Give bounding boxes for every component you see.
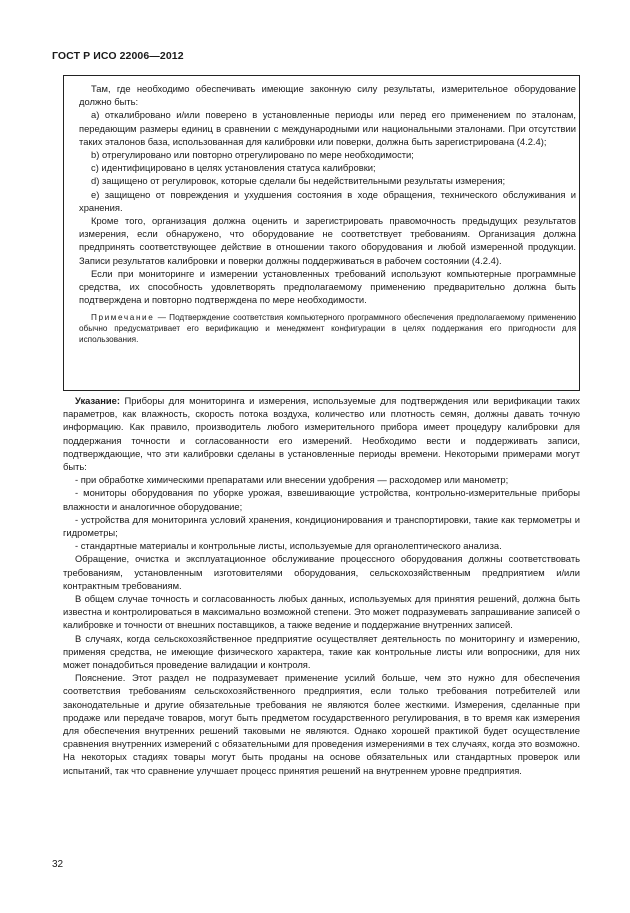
box-item-b: b) отрегулировано или повторно отрегулировано по мере необходимости; xyxy=(91,149,414,161)
box-note xyxy=(79,312,576,345)
box-paragraph-software: Если при мониторинге и измерении установленных требований используют компьютерные программные средства, их способность удовлетворять предполагаемому применению предварительно должна быть подтверждена и повторно подтверждена по мере необходимости. xyxy=(79,267,576,306)
guidance-text: Приборы для мониторинга и измерения, используемые для подтверждения или верификации таких параметров, как влажность, скорость потока воздуха, количество или плотность семян, должны давать точную информацию. Как правило, производитель любого измерительного прибора имеет процедуру калибровки для поддержания точности и согласованности его измерений. Необходимо вести и поддерживать записи, подтверждающие, что эти калибровки сделаны в установленные периоды времени. Некоторыми примерами могут быть: xyxy=(63,395,580,473)
body-text xyxy=(63,394,580,777)
list-item: - мониторы оборудования по уборке урожая, взвешивающие устройства, контрольно-измерительные приборы влажности и аналогичное оборудование; xyxy=(63,487,580,512)
box-paragraph-intro: Там, где необходимо обеспечивать имеющие законную силу результаты, измерительное оборудование должно быть: xyxy=(79,83,576,108)
note-label: Примечание xyxy=(91,313,155,323)
box-item-e: e) защищено от повреждения и ухудшения состояния в ходе обращения, технического обслуживания и хранения. xyxy=(79,188,576,213)
body-paragraph-handling: Обращение, очистка и эксплуатационное обслуживание процессного оборудования должны соответствовать требованиям, установленным изготовителями оборудования, сельскохозяйственным предприятием и/или контрактным требованиям. xyxy=(63,553,580,591)
body-paragraph-validation: В случаях, когда сельскохозяйственное предприятие осуществляет деятельность по мониторингу и измерению, применяя средства, не имеющие физического характера, такие как контрольные листы или вопросники, для них может понадобиться проведение валидации и контроля. xyxy=(63,632,580,671)
guidance-label: Указание: xyxy=(75,395,121,406)
page-header: ГОСТ Р ИСО 22006—2012 xyxy=(52,50,184,62)
list-item: - устройства для мониторинга условий хранения, кондиционирования и транспортировки, такие как термометры и гидрометры; xyxy=(63,513,580,539)
list-item: - при обработке химическими препаратами или внесении удобрения — расходомер или манометр; xyxy=(75,474,509,486)
page-number: 32 xyxy=(52,859,64,870)
body-paragraph-accuracy: В общем случае точность и согласованность любых данных, используемых для принятия решений, должна быть известна и контролироваться в максимально возможной степени. Это может подразумевать запрашивание записей о калибровке и точности от внешних поставщиков, а также ведение и поддержание внутренних записей. xyxy=(63,593,580,631)
body-paragraph-explanation: Пояснение. Этот раздел не подразумевает применение усилий больше, чем это нужно для обеспечения соответствия требованиям сельскохозяйственного предприятия, если только требования потребителей или законодательные и другие обязательные требования не являются более жесткими. Измерения, сделанные при продаже или передаче товаров, могут быть предметом государственного регулирования, в то время как измерения для обеспечения внутренних решений таковыми не являются. Однако хорошей практикой будет осуществление сравнения внутренних измерений с обязательными для проведения измерениями в тех случаях, когда это возможно. На некоторых стадиях товары могут быть проданы на основе обязательных или стандартных проверок или испытаний, так что сравнение улучшает процесс принятия решений на внутреннем уровне предприятия. xyxy=(63,672,580,776)
box-item-d: d) защищено от регулировок, которые сделали бы недействительными результаты измерения; xyxy=(91,175,506,187)
guidance-paragraph xyxy=(63,394,580,473)
list-item: - стандартные материалы и контрольные листы, используемые для органолептического анализа. xyxy=(75,540,502,552)
box-item-c: c) идентифицировано в целях установления статуса калибровки; xyxy=(91,162,376,174)
box-paragraph-assessment: Кроме того, организация должна оценить и зарегистрировать правомочность предыдущих результатов измерения, если обнаружено, что оборудование не соответствует требованиям. Организация должна предпринять соответствующее действие в отношении такого оборудования и любой измеренной продукции. Записи результатов калибровки и поверки должны поддерживаться в рабочем состоянии (4.2.4). xyxy=(79,215,576,266)
standard-text-box xyxy=(63,75,580,391)
box-item-a: а) откалибровано и/или поверено в установленные периоды или перед его применением по эталонам, передающим размеры единиц в сравнении с международными или национальными эталонами. При отсутствии таких эталонов база, использованная для калибровки или поверки, должна быть зарегистрирована (4.2.4); xyxy=(79,109,576,147)
note-text: — Подтверждение соответствия компьютерного программного обеспечения предполагаемому применению обычно предусматривает его верификацию и менеджмент конфигурации в целях поддержания его пригодности для использования. xyxy=(79,313,576,345)
